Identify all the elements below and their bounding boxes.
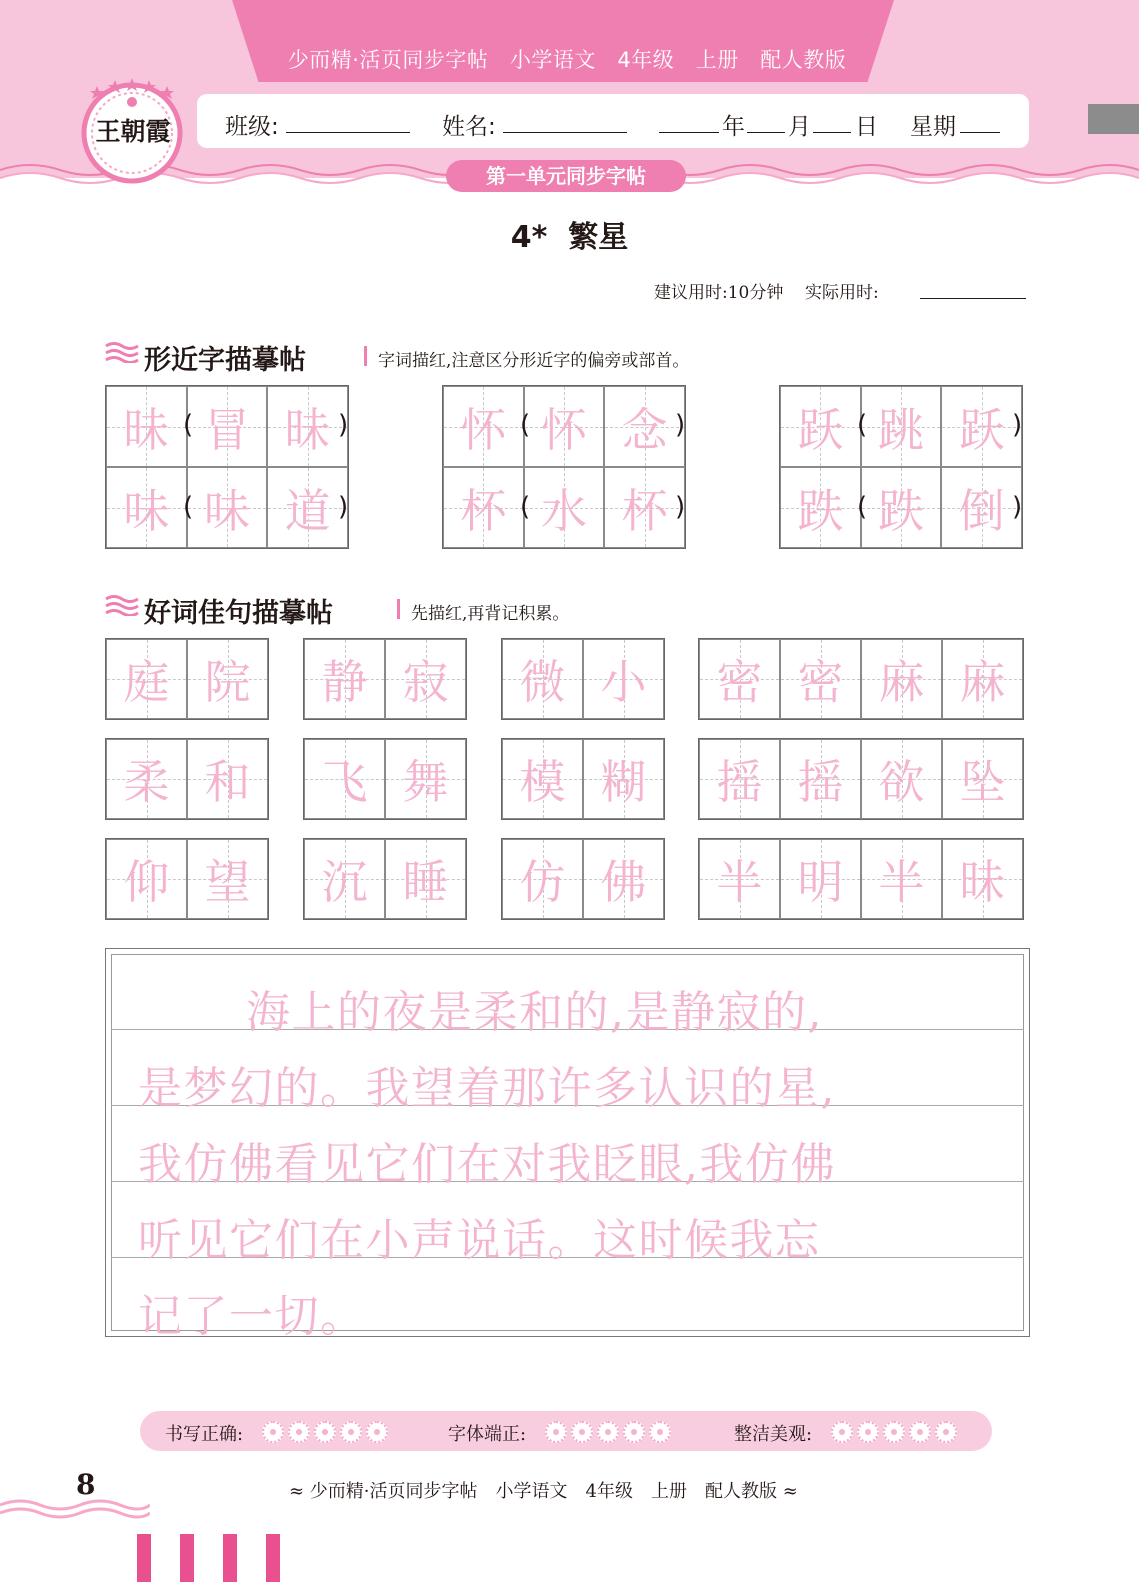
trace-cell[interactable]: 怀	[443, 386, 524, 467]
trace-cell[interactable]: 舞	[385, 739, 466, 819]
logo-text: 王朝霞	[95, 117, 171, 146]
year-field[interactable]	[659, 132, 719, 133]
similar-char-grid-2	[442, 385, 686, 549]
flower-icon[interactable]	[883, 1421, 905, 1443]
trace-cell[interactable]: 跌	[780, 467, 861, 548]
month-field[interactable]	[747, 132, 785, 133]
trace-cell[interactable]: 仿	[502, 839, 583, 919]
trace-cell[interactable]: 半	[861, 839, 942, 919]
decor-stripe	[223, 1534, 237, 1582]
month-label: 月	[788, 114, 811, 140]
trace-cell[interactable]: 欲	[861, 739, 942, 819]
trace-cell[interactable]: 微	[502, 639, 583, 719]
flower-icon[interactable]	[831, 1421, 853, 1443]
section2-title: 好词佳句描摹帖	[144, 598, 333, 629]
open-paren: (	[183, 410, 194, 440]
word-grid	[698, 638, 1024, 720]
trace-cell[interactable]: 糊	[583, 739, 664, 819]
rating-correct-flowers	[262, 1421, 388, 1443]
trace-cell[interactable]: 味	[187, 467, 268, 548]
lesson-number: 4*	[510, 220, 548, 255]
trace-cell[interactable]: 密	[780, 639, 861, 719]
rating-upright-flowers	[545, 1421, 671, 1443]
word-grid	[698, 738, 1024, 820]
trace-cell[interactable]: 跌	[861, 467, 942, 548]
decor-stripe	[137, 1534, 151, 1582]
decor-stripe	[266, 1534, 280, 1582]
section1-description: 字词描红,注意区分形近字的偏旁或部首。	[378, 351, 690, 371]
close-paren: )	[338, 492, 349, 522]
trace-cell[interactable]: 麻	[861, 639, 942, 719]
page-edge-tab	[1088, 104, 1139, 134]
trace-cell[interactable]: 佛	[583, 839, 664, 919]
flower-icon[interactable]	[597, 1421, 619, 1443]
trace-cell[interactable]: 柔	[106, 739, 187, 819]
day-field[interactable]	[813, 132, 851, 133]
word-grid	[501, 738, 665, 820]
trace-cell[interactable]: 静	[304, 639, 385, 719]
trace-cell[interactable]: 模	[502, 739, 583, 819]
trace-cell[interactable]: 院	[187, 639, 268, 719]
student-info-box	[197, 94, 1029, 148]
flower-icon[interactable]	[649, 1421, 671, 1443]
word-grid	[303, 838, 467, 920]
flower-icon[interactable]	[366, 1421, 388, 1443]
trace-cell[interactable]: 麻	[942, 639, 1023, 719]
word-grid	[303, 638, 467, 720]
trace-cell[interactable]: 摇	[780, 739, 861, 819]
name-label: 姓名:	[442, 114, 496, 140]
flower-icon[interactable]	[857, 1421, 879, 1443]
word-grid	[105, 638, 269, 720]
trace-cell[interactable]: 倒	[941, 467, 1022, 548]
open-paren: (	[857, 492, 868, 522]
section-wave-icon	[104, 341, 140, 363]
trace-cell[interactable]: 和	[187, 739, 268, 819]
trace-cell[interactable]: 睡	[385, 839, 466, 919]
close-paren: )	[1012, 492, 1023, 522]
trace-cell[interactable]: 冒	[187, 386, 268, 467]
actual-time-label: 实际用时:	[804, 283, 879, 303]
open-paren: (	[520, 492, 531, 522]
trace-cell[interactable]: 杯	[443, 467, 524, 548]
trace-cell[interactable]: 杯	[604, 467, 685, 548]
word-grid	[501, 638, 665, 720]
close-paren: )	[338, 410, 349, 440]
section1-title: 形近字描摹帖	[144, 345, 306, 376]
trace-cell[interactable]: 昧	[267, 386, 348, 467]
trace-cell[interactable]: 沉	[304, 839, 385, 919]
rating-correct-label: 书写正确:	[165, 1424, 244, 1445]
paragraph-line[interactable]: 我仿佛看见它们在对我眨眼,我仿佛	[138, 1139, 836, 1190]
footer-wave	[0, 1475, 150, 1525]
lesson-title	[0, 212, 1139, 256]
flower-icon[interactable]	[623, 1421, 645, 1443]
flower-icon[interactable]	[545, 1421, 567, 1443]
header-title: 少而精·活页同步字帖 小学语文 4年级 上册 配人教版	[287, 48, 847, 72]
trace-cell[interactable]: 仰	[106, 839, 187, 919]
day-label: 日	[855, 114, 878, 140]
trace-cell[interactable]: 念	[604, 386, 685, 467]
trace-cell[interactable]: 半	[699, 839, 780, 919]
close-paren: )	[675, 410, 686, 440]
trace-cell[interactable]: 飞	[304, 739, 385, 819]
trace-cell[interactable]: 水	[524, 467, 605, 548]
flower-icon[interactable]	[571, 1421, 593, 1443]
close-paren: )	[675, 492, 686, 522]
trace-cell[interactable]: 望	[187, 839, 268, 919]
trace-cell[interactable]: 跃	[780, 386, 861, 467]
year-label: 年	[722, 114, 745, 140]
flower-icon[interactable]	[909, 1421, 931, 1443]
time-row	[654, 278, 879, 303]
trace-cell[interactable]: 跳	[861, 386, 942, 467]
section-wave-icon	[104, 594, 140, 616]
open-paren: (	[857, 410, 868, 440]
page-number: 8	[76, 1468, 96, 1501]
rating-neat-flowers	[831, 1421, 957, 1443]
trace-cell[interactable]: 明	[780, 839, 861, 919]
section1-divider	[364, 346, 367, 366]
name-field[interactable]	[503, 132, 627, 133]
paragraph-line[interactable]: 记了一切。	[138, 1291, 366, 1342]
suggested-time: 建议用时:10分钟	[654, 283, 784, 303]
flower-icon[interactable]	[288, 1421, 310, 1443]
unit-label: 第一单元同步字帖	[446, 160, 686, 192]
section2-description: 先描红,再背记积累。	[411, 604, 570, 624]
paragraph-line[interactable]: 听见它们在小声说话。这时候我忘	[138, 1215, 821, 1266]
rating-upright-label: 字体端正:	[448, 1424, 527, 1445]
open-paren: (	[183, 492, 194, 522]
trace-cell[interactable]: 密	[699, 639, 780, 719]
similar-char-grid-3	[779, 385, 1023, 549]
word-grid	[698, 838, 1024, 920]
rating-neat-label: 整洁美观:	[734, 1424, 813, 1445]
word-grid	[105, 738, 269, 820]
trace-cell[interactable]: 寂	[385, 639, 466, 719]
flower-icon[interactable]	[340, 1421, 362, 1443]
trace-cell[interactable]: 庭	[106, 639, 187, 719]
flower-icon[interactable]	[262, 1421, 284, 1443]
trace-cell[interactable]: 怀	[524, 386, 605, 467]
paragraph-line[interactable]: 海上的夜是柔和的,是静寂的,	[246, 987, 823, 1038]
decor-stripe	[180, 1534, 194, 1582]
weekday-label: 星期	[910, 114, 956, 140]
trace-cell[interactable]: 摇	[699, 739, 780, 819]
similar-char-grid-1	[105, 385, 349, 549]
trace-cell[interactable]: 昧	[106, 386, 187, 467]
class-label: 班级:	[225, 114, 279, 140]
flower-icon[interactable]	[935, 1421, 957, 1443]
word-grid	[303, 738, 467, 820]
paragraph-line[interactable]: 是梦幻的。我望着那许多认识的星,	[138, 1063, 836, 1114]
lesson-name: 繁星	[568, 220, 629, 255]
actual-time-field[interactable]	[920, 298, 1026, 299]
section2-divider	[397, 599, 400, 619]
flower-icon[interactable]	[314, 1421, 336, 1443]
trace-cell[interactable]: 跃	[941, 386, 1022, 467]
trace-cell[interactable]: 道	[267, 467, 348, 548]
trace-cell[interactable]: 坠	[942, 739, 1023, 819]
class-field[interactable]	[286, 132, 410, 133]
trace-cell[interactable]: 小	[583, 639, 664, 719]
trace-cell[interactable]: 味	[106, 467, 187, 548]
weekday-field[interactable]	[960, 132, 1000, 133]
word-grid	[105, 838, 269, 920]
open-paren: (	[520, 410, 531, 440]
trace-cell[interactable]: 昧	[942, 839, 1023, 919]
footer-title: ≈ 少而精·活页同步字帖 小学语文 4年级 上册 配人教版 ≈	[289, 1481, 798, 1502]
word-grid	[501, 838, 665, 920]
close-paren: )	[1012, 410, 1023, 440]
